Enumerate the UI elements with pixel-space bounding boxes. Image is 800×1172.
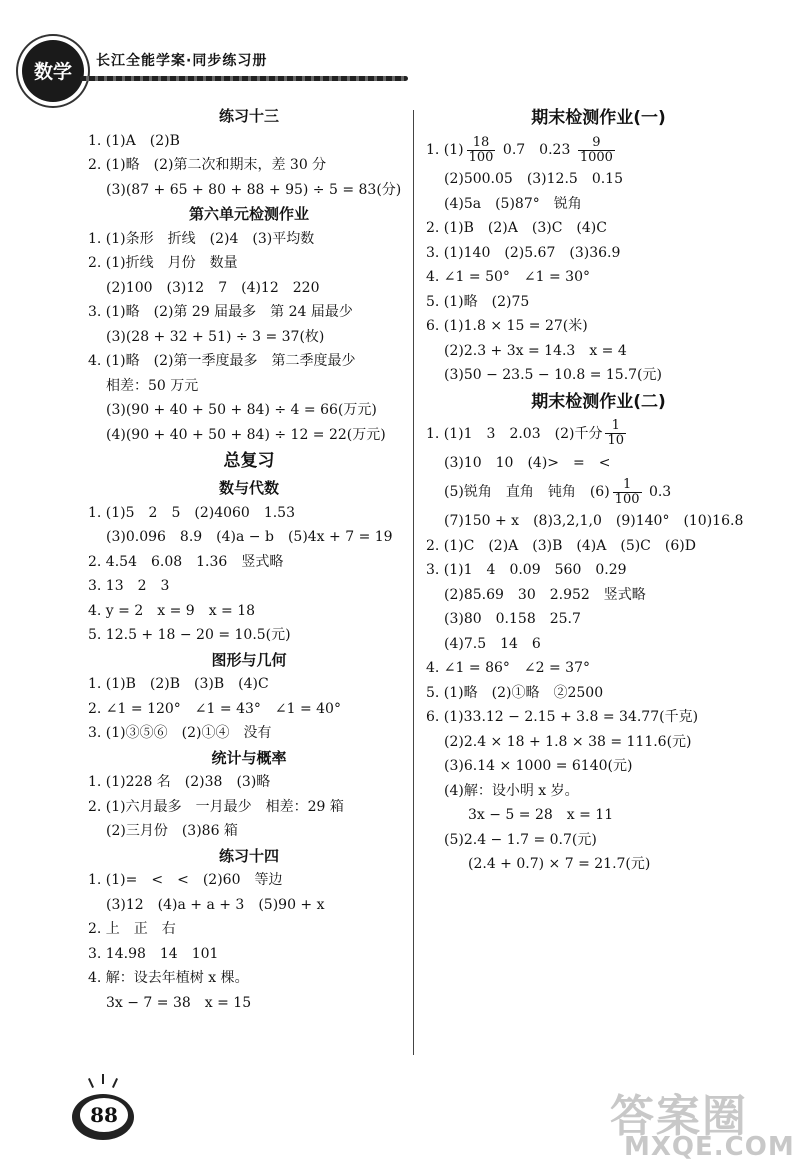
answer-line: (4)解：设小明 x 岁。 (444, 782, 579, 799)
answer-line: (2.4 + 0.7) × 7 = 21.7(元) (468, 856, 651, 872)
answer-line: 相差：50 万元 (106, 377, 199, 394)
answer-line (426, 417, 771, 451)
answer-line: 1. (1)= < < (2)60 等边 (88, 872, 283, 888)
section-title: 图形与几何 (211, 650, 287, 669)
answer-text: 1. (1) (426, 142, 464, 158)
answer-line: (3)(28 + 32 + 51) ÷ 3 = 37(枚) (106, 328, 325, 345)
spark-mark (102, 1074, 104, 1084)
answer-line: 6. (1)1.8 × 15 = 27(米) (426, 318, 588, 334)
answer-line: 5. (1)略 (2)75 (426, 293, 530, 310)
answer-line: (7)150 + x (8)3,2,1,0 (9)140° (10)16.8 (444, 513, 744, 529)
numerator: 1 (605, 419, 626, 434)
fraction (613, 478, 642, 507)
answer-line: 3x − 5 = 28 x = 11 (468, 807, 614, 823)
answer-line: (2)500.05 (3)12.5 0.15 (444, 171, 623, 187)
answer-line: 1. (1)B (2)B (3)B (4)C (88, 676, 269, 692)
answer-line: (2)三月份 (3)86 箱 (106, 823, 238, 839)
answer-line: 2. (1)略 (2)第二次和期末，差 30 分 (88, 157, 327, 173)
answer-line: (3)(90 + 40 + 50 + 84) ÷ 4 = 66(万元) (106, 402, 377, 418)
numerator: 9 (578, 136, 615, 151)
right-column (426, 104, 771, 877)
answer-line: 3. (1)③⑤⑥ (2)①④ 没有 (88, 725, 272, 741)
section-title: 第六单元检测作业 (188, 205, 309, 223)
answer-line: (2)2.4 × 18 + 1.8 × 38 = 111.6(元) (444, 733, 692, 750)
answer-line: (3)10 10 (4)> = < (444, 454, 611, 471)
answer-line: 2. (1)C (2)A (3)B (4)A (5)C (6)D (426, 537, 696, 554)
section-title: 数与代数 (218, 479, 279, 497)
answer-line: (3)0.096 8.9 (4)a − b (5)4x + 7 = 19 (106, 529, 393, 545)
answer-line: (4)7.5 14 6 (444, 635, 541, 652)
denominator: 100 (614, 491, 640, 507)
answer-line: (3)6.14 × 1000 = 6140(元) (444, 758, 633, 774)
column-divider (413, 110, 414, 1055)
answer-line: 2. (1)B (2)A (3)C (4)C (426, 220, 607, 236)
answer-line: (2)85.69 30 2.952 竖式略 (444, 586, 646, 603)
answer-line: 4. 解：设去年植树 x 棵。 (88, 970, 249, 986)
denominator: 1000 (579, 149, 613, 165)
answer-line (426, 133, 771, 167)
section-title: 期末检测作业(二) (531, 391, 666, 412)
answer-line: 2. (1)折线 月份 数量 (88, 255, 238, 271)
denominator: 100 (468, 149, 494, 165)
answer-line: (2)100 (3)12 7 (4)12 220 (106, 279, 320, 296)
answer-line: 5. 12.5 + 18 − 20 = 10.5(元) (88, 627, 291, 643)
answer-line: 3. 14.98 14 101 (88, 945, 219, 962)
left-column (88, 104, 410, 1015)
book-title: 长江全能学案·同步练习册 (96, 53, 268, 69)
denominator: 10 (607, 433, 625, 448)
section-title: 练习十四 (218, 846, 279, 865)
answer-text: 1. (1)1 3 2.03 (2)千分 (426, 425, 603, 442)
answer-line: 4. ∠1 = 50° ∠1 = 30° (426, 269, 590, 285)
answer-line: 1. (1)5 2 5 (2)4060 1.53 (88, 504, 295, 521)
answer-line: 4. (1)略 (2)第一季度最多 第二季度最少 (88, 353, 356, 369)
fraction (605, 419, 626, 448)
answer-line: 3. (1)略 (2)第 29 届最多 第 24 届最少 (88, 304, 353, 320)
section-title: 练习十三 (218, 107, 279, 125)
section-title: 统计与概率 (211, 748, 287, 767)
subject-badge-label: 数学 (33, 61, 72, 83)
answer-line: (4)(90 + 40 + 50 + 84) ÷ 12 = 22(万元) (106, 426, 386, 443)
fraction (578, 136, 615, 165)
numerator: 1 (613, 478, 642, 493)
answer-line: 1. (1)228 名 (2)38 (3)略 (88, 774, 271, 790)
answer-line: 3. 13 2 3 (88, 578, 170, 594)
answer-line: (4)5a (5)87° 锐角 (444, 195, 582, 212)
answer-line: 2. ∠1 = 120° ∠1 = 43° ∠1 = 40° (88, 700, 341, 717)
answer-line: 4. ∠1 = 86° ∠2 = 37° (426, 660, 590, 676)
answer-line: 4. y = 2 x = 9 x = 18 (88, 602, 256, 619)
page-number-badge (68, 1078, 148, 1148)
answer-line (426, 475, 771, 509)
spark-mark (112, 1078, 118, 1088)
answer-text: (5)锐角 直角 钝角 (6) (444, 484, 610, 500)
page-number: 88 (80, 1098, 128, 1132)
answer-line: 2. 4.54 6.08 1.36 竖式略 (88, 553, 284, 570)
answer-line: (3)12 (4)a + a + 3 (5)90 + x (106, 896, 325, 913)
answer-line: 2. 上 正 右 (88, 921, 176, 937)
answer-line: (3)80 0.158 25.7 (444, 611, 581, 627)
answer-text: 0.3 (648, 484, 672, 500)
answer-line: (5)2.4 − 1.7 = 0.7(元) (444, 831, 597, 848)
header-rule (80, 76, 408, 81)
subject-badge (22, 40, 84, 102)
answer-line: (3)(87 + 65 + 80 + 88 + 95) ÷ 5 = 83(分) (106, 181, 402, 198)
watermark-logo-text: 答案圈 (610, 1091, 748, 1142)
answer-line: 3x − 7 = 38 x = 15 (106, 994, 252, 1011)
answer-line: (2)2.3 + 3x = 14.3 x = 4 (444, 342, 627, 359)
answer-line: 5. (1)略 (2)①略 ②2500 (426, 684, 604, 701)
watermark (590, 1080, 795, 1166)
answer-line: 1. (1)条形 折线 (2)4 (3)平均数 (88, 230, 315, 247)
answer-text: 0.7 0.23 (502, 142, 571, 158)
page-header (0, 0, 800, 110)
answer-line: 6. (1)33.12 − 2.15 + 3.8 = 34.77(千克) (426, 709, 699, 725)
watermark-url: MXQE.COM (624, 1132, 795, 1162)
answer-line: 3. (1)140 (2)5.67 (3)36.9 (426, 244, 621, 261)
spark-mark (88, 1078, 94, 1088)
answer-line: (3)50 − 23.5 − 10.8 = 15.7(元) (444, 367, 662, 383)
section-title: 期末检测作业(一) (531, 108, 666, 128)
answer-line: 3. (1)1 4 0.09 560 0.29 (426, 562, 627, 578)
answer-line: 2. (1)六月最多 一月最少 相差：29 箱 (88, 798, 344, 815)
fraction (467, 136, 496, 165)
numerator: 18 (467, 136, 496, 151)
answer-line: 1. (1)A (2)B (88, 132, 180, 149)
section-title: 总复习 (223, 451, 275, 471)
